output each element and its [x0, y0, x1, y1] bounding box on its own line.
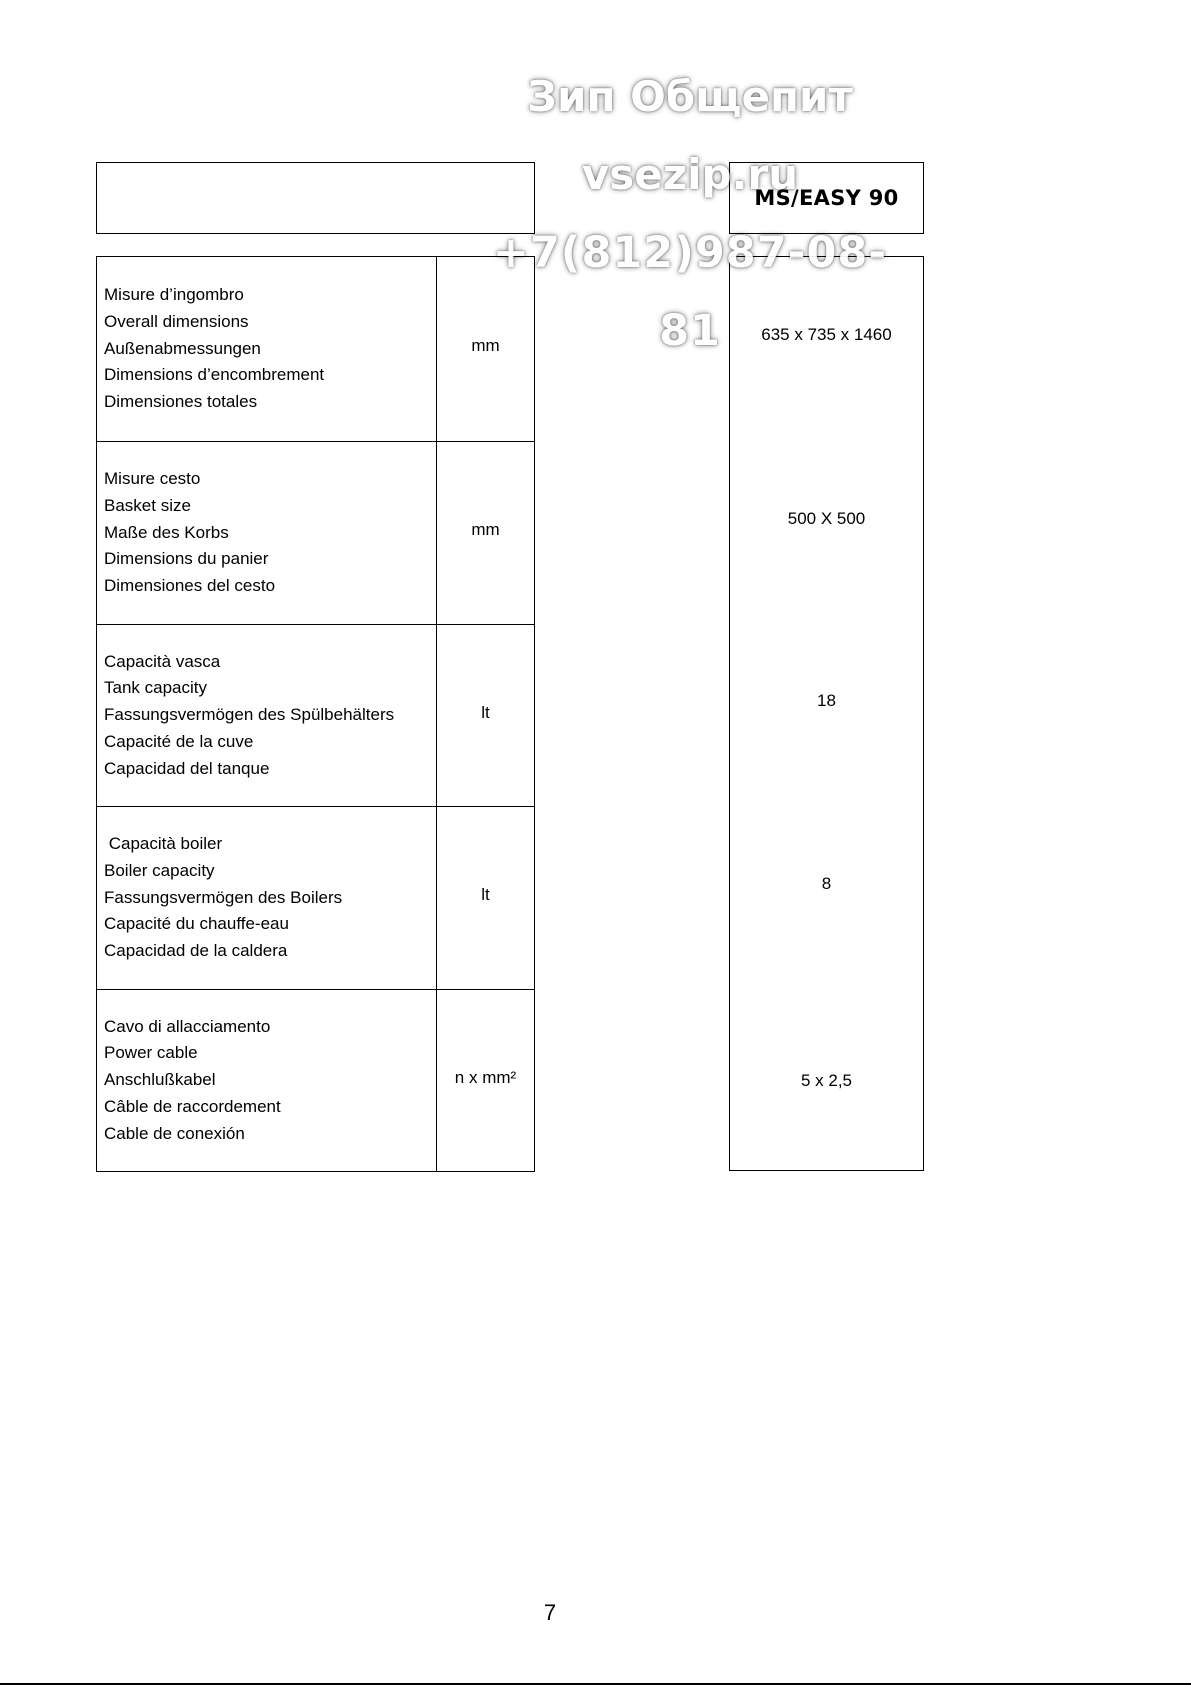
label-de: Fassungsvermögen des Boilers: [104, 887, 343, 907]
label-it: Cavo di allacciamento: [104, 1016, 271, 1036]
label-en: Basket size: [104, 495, 191, 515]
watermark-phone: +7(812)987-08-81: [492, 228, 888, 356]
spec-description: [97, 257, 437, 441]
spec-row-overall-dimensions: [97, 257, 534, 441]
value-basket-size: 500 X 500: [787, 509, 866, 528]
watermark-website: vsezip.ru: [581, 150, 799, 199]
label-fr: Dimensions du panier: [104, 549, 269, 569]
label-de: Maße des Korbs: [104, 522, 229, 542]
spec-unit: n x mm²: [454, 1067, 517, 1087]
label-it: Capacità boiler: [104, 834, 223, 853]
watermark: [470, 58, 910, 370]
label-en: Power cable: [104, 1043, 198, 1063]
label-it: Misure d’ingombro: [104, 285, 244, 304]
spec-description: [97, 807, 437, 989]
label-fr: Capacité de la cuve: [104, 731, 254, 751]
spec-description: [97, 442, 437, 624]
spec-unit: mm: [471, 520, 500, 539]
value-boiler-capacity: 8: [821, 874, 832, 893]
label-en: Tank capacity: [104, 678, 207, 698]
spec-unit: lt: [481, 702, 490, 722]
model-name: MS/EASY 90: [754, 186, 899, 210]
spec-table: [96, 256, 535, 1172]
spec-unit: mm: [471, 336, 500, 355]
label-de: Fassungsvermögen des Spülbehälters: [104, 705, 395, 725]
label-en: Boiler capacity: [104, 860, 215, 880]
label-it: Misure cesto: [104, 469, 201, 488]
page-number: 7: [543, 1600, 557, 1625]
label-fr: Câble de raccordement: [104, 1096, 281, 1116]
spec-unit: lt: [481, 885, 490, 904]
value-overall-dimensions: 635 x 735 x 1460: [761, 325, 892, 344]
spec-row-power-cable: [97, 989, 534, 1171]
label-fr: Dimensions d’encombrement: [104, 365, 325, 385]
label-es: Capacidad del tanque: [104, 758, 270, 778]
label-de: Anschlußkabel: [104, 1070, 216, 1090]
spec-description: [97, 625, 437, 806]
label-fr: Capacité du chauffe-eau: [104, 914, 289, 934]
spec-description: [97, 990, 437, 1171]
label-es: Dimensiones del cesto: [104, 576, 276, 596]
model-value-column: [729, 256, 924, 1171]
label-de: Außenabmessungen: [104, 338, 261, 358]
value-power-cable: 5 x 2,5: [800, 1071, 853, 1090]
watermark-company: Зип Общепит: [527, 72, 853, 121]
label-es: Dimensiones totales: [104, 392, 258, 412]
value-tank-capacity: 18: [817, 691, 836, 710]
spec-row-boiler-capacity: [97, 806, 534, 989]
label-es: Capacidad de la caldera: [104, 941, 288, 961]
label-es: Cable de conexión: [104, 1123, 245, 1143]
spec-row-basket-size: [97, 441, 534, 624]
spec-row-tank-capacity: [97, 624, 534, 806]
label-en: Overall dimensions: [104, 311, 249, 331]
label-it: Capacità vasca: [104, 651, 221, 671]
